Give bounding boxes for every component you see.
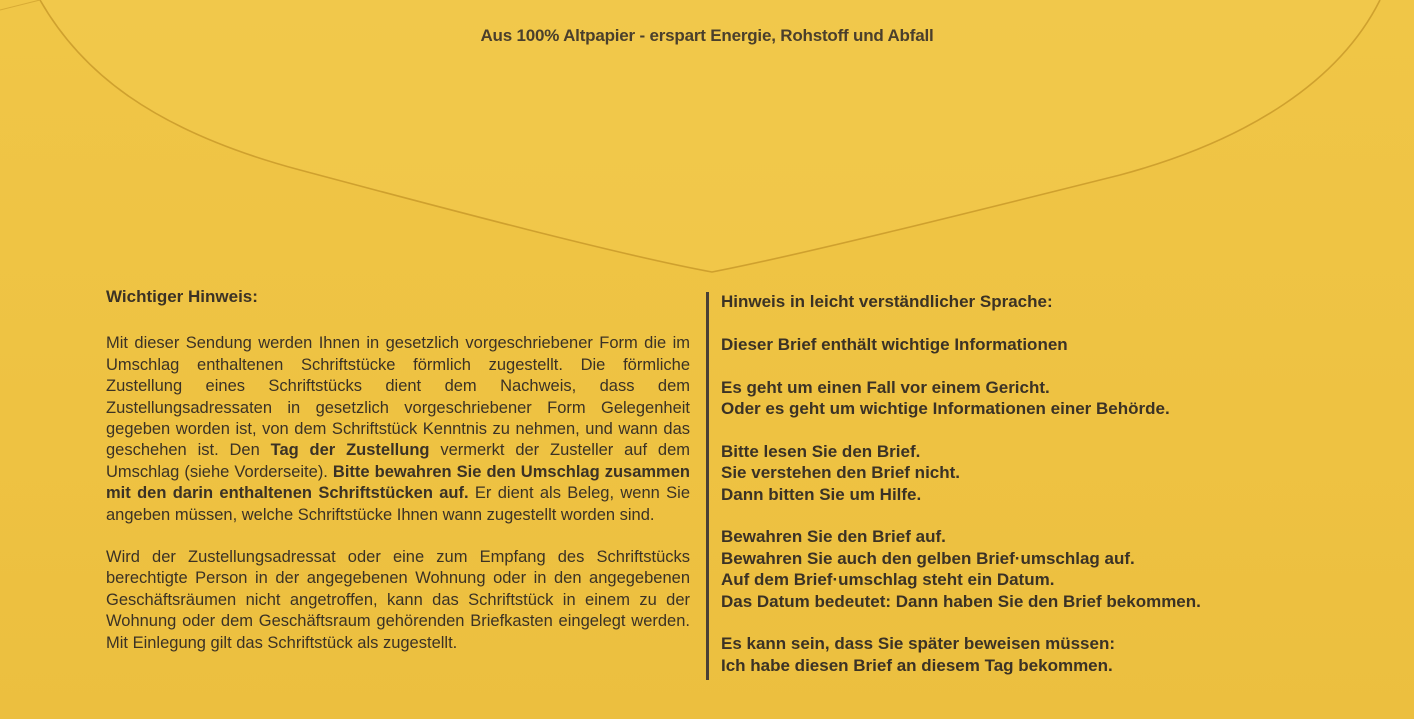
easy-language-block: [721, 633, 1361, 676]
notice-text: vermerkt der Zusteller auf dem Umschlag (siehe Vorderseite).: [106, 441, 690, 481]
important-notice-title: Wichtiger Hinweis:: [106, 287, 258, 306]
notice-paragraph-1: [106, 333, 690, 526]
notice-paragraph-2: Wird der Zustellungsadressat oder eine zum Empfang des Schriftstücks berechtigte Person in der angegebenen Wohnung oder in den angegebenen Geschäftsräumen nicht angetroffen, kann das Schriftstück in einem zu der Wohnung oder dem Geschäftsraum gehörenden Briefkasten eingelegt werden. Mit Einlegung gilt das Schriftstück als zugestellt.: [106, 548, 690, 652]
easy-language-block: [721, 526, 1361, 612]
easy-language-line: Das Datum bedeutet: Dann haben Sie den Brief bekommen.: [721, 591, 1201, 611]
column-divider: [706, 292, 709, 680]
notice-emphasis-keep-envelope: Bitte bewahren Sie den Umschlag zusammen mit den darin enthaltenen Schriftstücken auf.: [106, 462, 690, 503]
easy-language-line: Bitte lesen Sie den Brief.: [721, 441, 921, 461]
easy-language-line: Ich habe diesen Brief an diesem Tag bekommen.: [721, 655, 1113, 675]
important-notice-column: [106, 286, 690, 654]
notice-text: Mit dieser Sendung werden Ihnen in gesetzlich vorgeschriebener Form die im Umschlag enthaltenen Schriftstücke förmlich zugestellt. Die förmliche Zustellung eines Schriftstücks dient dem Nachweis, dass dem Zustellungsadressaten in gesetzlich vorgeschriebener Form Gelegenheit gegeben worden ist, von dem Schriftstück Kenntnis zu nehmen, und wann das geschehen ist. Den: [106, 334, 690, 460]
notice-emphasis-delivery-day: Tag der Zustellung: [270, 441, 430, 460]
easy-language-line: Dieser Brief enthält wichtige Informationen: [721, 334, 1068, 354]
easy-language-line: Sie verstehen den Brief nicht.: [721, 463, 961, 483]
easy-language-block: [721, 334, 1361, 355]
easy-language-block: [721, 377, 1361, 420]
easy-language-line: Es kann sein, dass Sie später beweisen müssen:: [721, 634, 1116, 654]
notice-text: Er dient als Beleg, wenn Sie angeben müssen, welche Schriftstücke Ihnen wann zugestellt worden sind.: [106, 484, 690, 524]
easy-language-block: [721, 291, 1361, 312]
easy-language-line: Dann bitten Sie um Hilfe.: [721, 484, 922, 504]
easy-language-line: Es geht um einen Fall vor einem Gericht.: [721, 377, 1050, 397]
easy-language-block: [721, 441, 1361, 505]
easy-language-line: Oder es geht um wichtige Informationen einer Behörde.: [721, 399, 1170, 418]
flap-edge-left: [0, 0, 40, 10]
easy-language-title: Hinweis in leicht verständlicher Sprache:: [721, 292, 1053, 311]
easy-language-line: Auf dem Brief·umschlag steht ein Datum.: [721, 570, 1055, 590]
recycled-paper-note: Aus 100% Altpapier - erspart Energie, Rohstoff und Abfall: [480, 26, 934, 45]
easy-language-line: Bewahren Sie auch den gelben Brief·umschlag auf.: [721, 548, 1135, 568]
easy-language-line: Bewahren Sie den Brief auf.: [721, 527, 946, 547]
easy-language-column: [721, 291, 1361, 698]
